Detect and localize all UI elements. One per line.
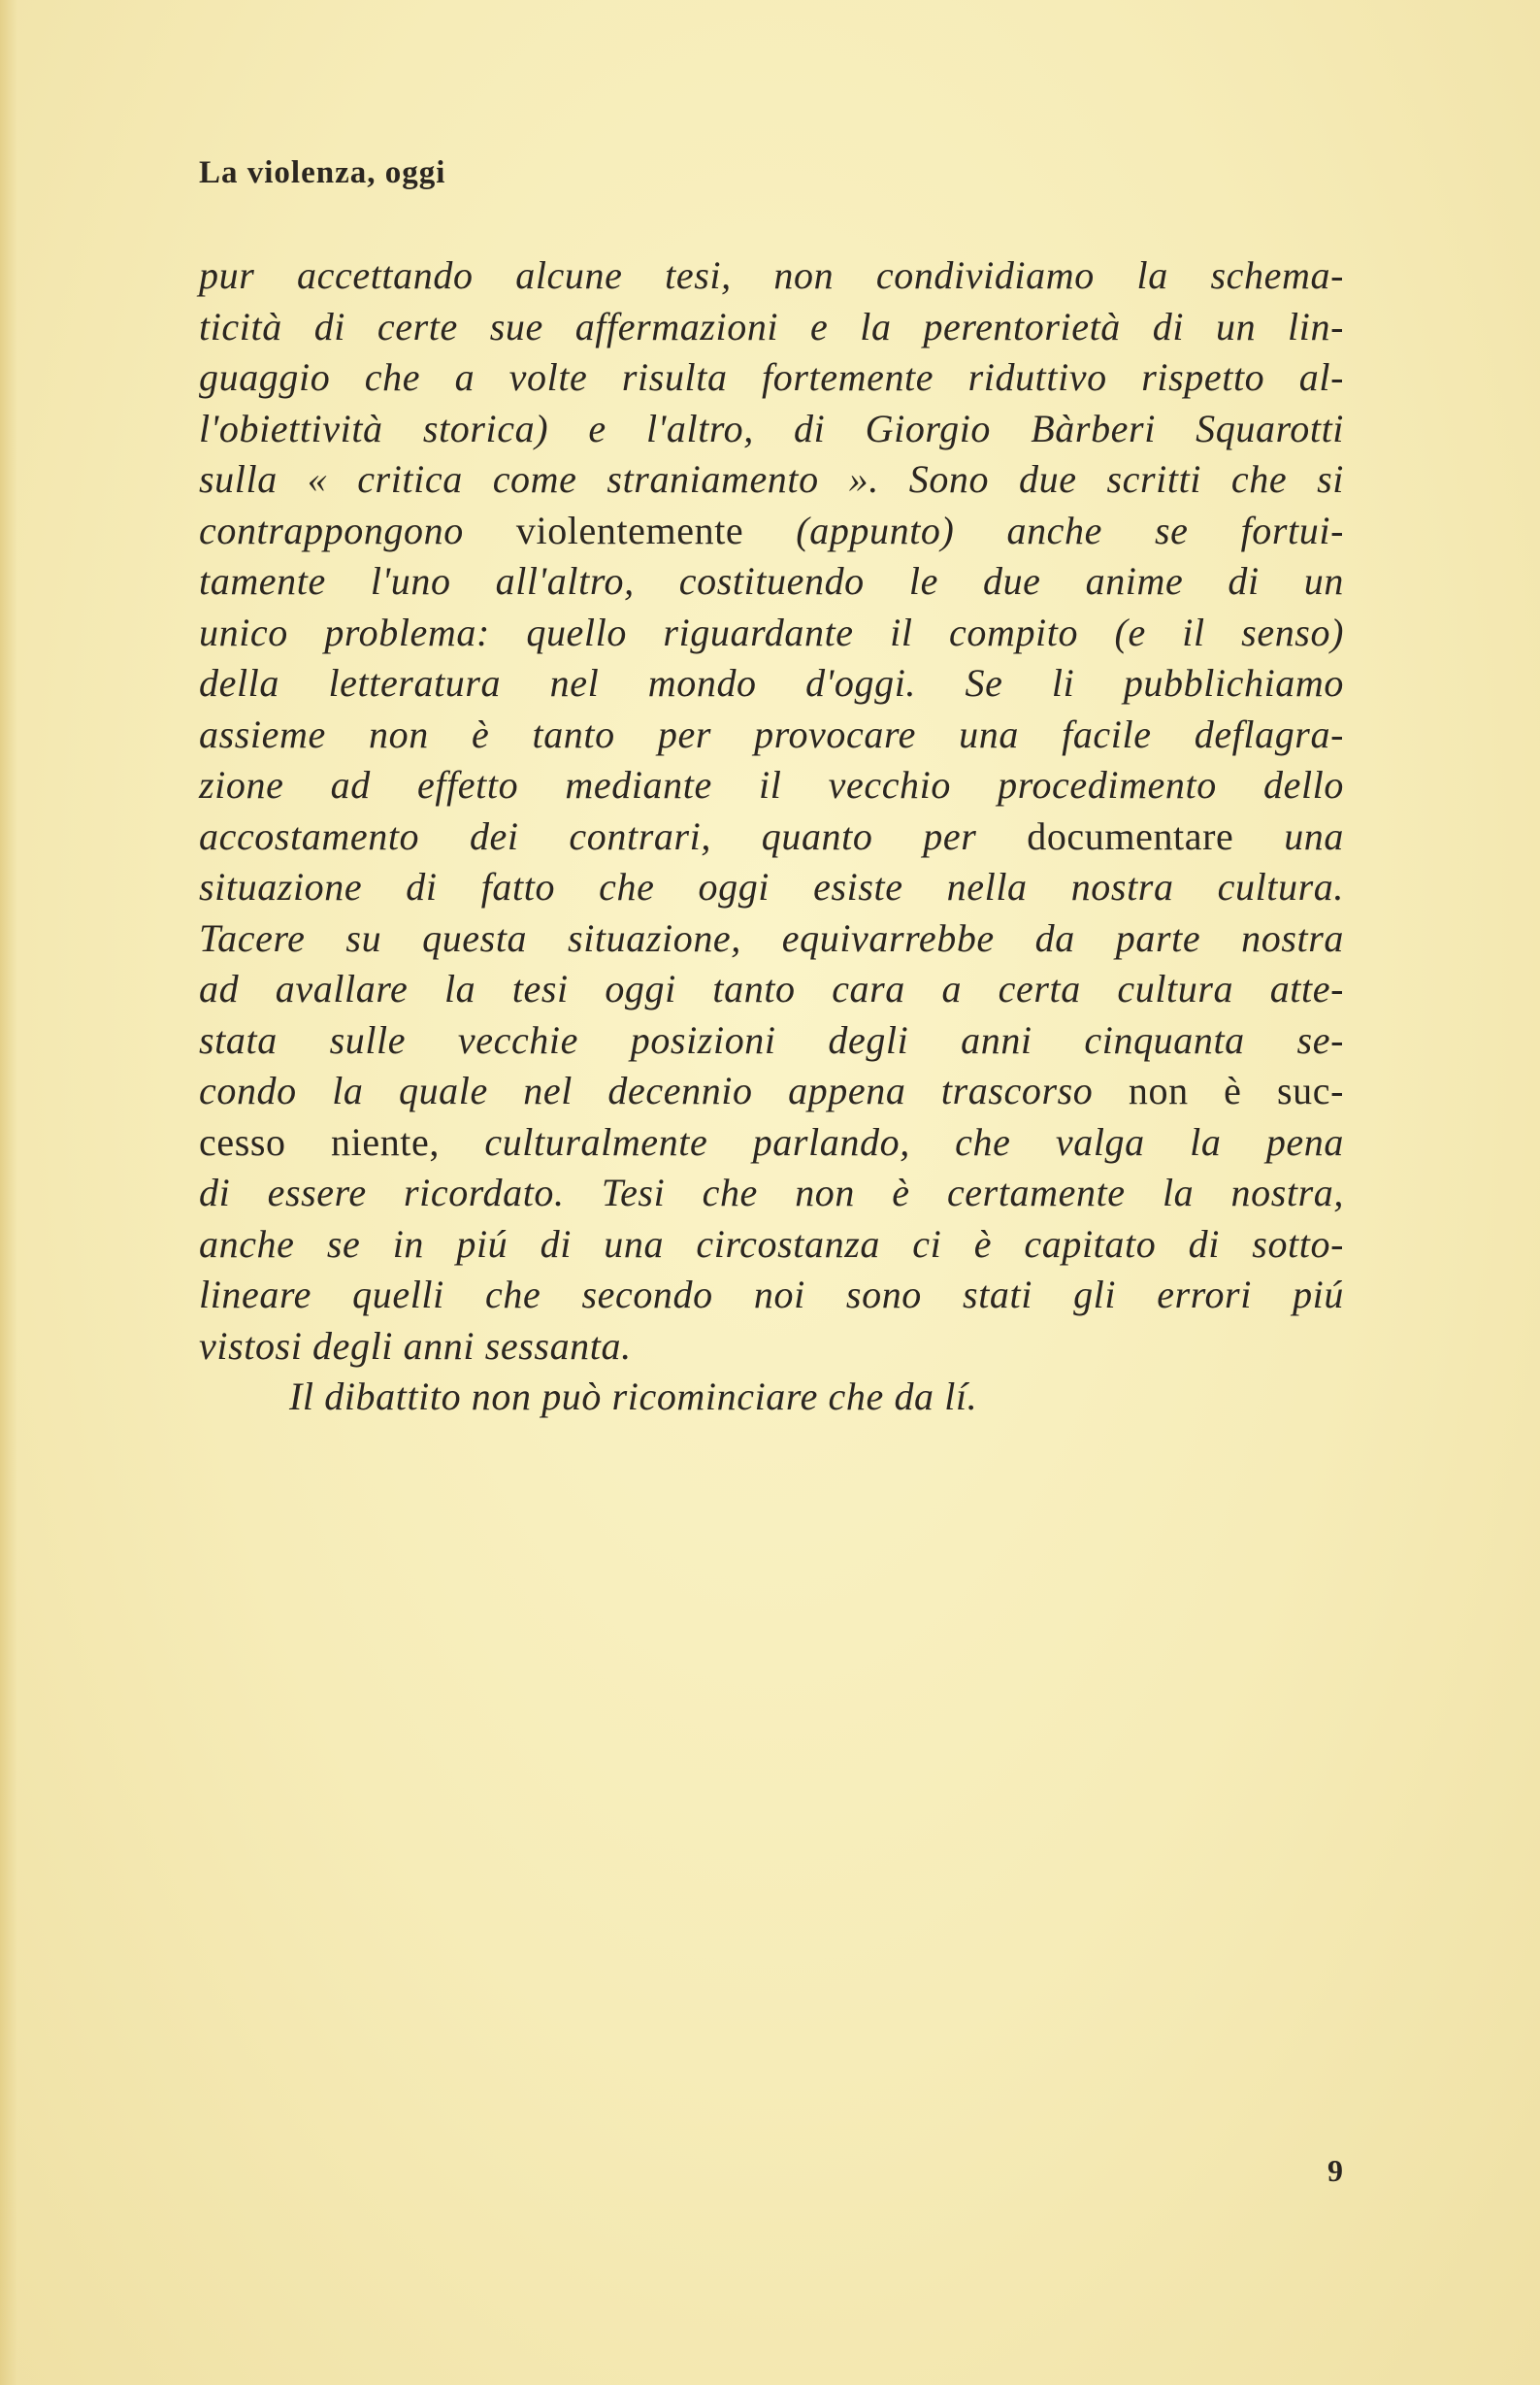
text-line	[199, 1270, 1344, 1321]
text-line	[199, 352, 1344, 404]
text-segment: accostamento dei contrari, quanto per	[199, 813, 1028, 858]
text-segment: sulla « critica come straniamento ». Sono due scritti che si	[199, 457, 1344, 501]
text-segment: ticità di certe sue affermazioni e la perentorietà di un lin-	[199, 304, 1344, 348]
page-edge-shadow	[0, 0, 17, 2385]
running-title: La violenza, oggi	[199, 155, 446, 190]
text-segment: tamente l'uno all'altro, costituendo le due anime di un	[199, 559, 1344, 603]
text-segment: Il dibattito non può ricominciare che da lí.	[289, 1375, 978, 1418]
text-line	[199, 506, 1344, 557]
text-line	[199, 658, 1344, 710]
text-segment: stata sulle vecchie posizioni degli anni cinquanta se-	[199, 1017, 1344, 1062]
text-line	[199, 1066, 1344, 1117]
text-segment: condo la quale nel decennio appena trascorso	[199, 1069, 1129, 1112]
text-segment: vistosi degli anni sessanta.	[199, 1323, 632, 1368]
text-line	[199, 812, 1344, 863]
text-segment: cesso niente,	[199, 1119, 440, 1164]
text-segment: situazione di fatto che oggi esiste nella nostra cultura.	[199, 865, 1344, 909]
text-line	[199, 1219, 1344, 1271]
text-segment: ad avallare la tesi oggi tanto cara a certa cultura atte-	[199, 967, 1344, 1010]
text-line	[199, 250, 1344, 302]
body-paragraphs	[199, 250, 1344, 1423]
text-segment: pur accettando alcune tesi, non condividiamo la schema-	[199, 253, 1344, 297]
text-segment: lineare quelli che secondo noi sono stati gli errori piú	[199, 1273, 1344, 1316]
text-line	[199, 608, 1344, 659]
text-line	[199, 1168, 1344, 1219]
text-line	[199, 302, 1344, 353]
text-segment: culturalmente parlando, che valga la pena	[439, 1119, 1344, 1164]
text-line	[199, 556, 1344, 608]
page-number: 9	[1327, 2153, 1343, 2188]
text-line	[199, 1015, 1344, 1067]
text-segment: della letteratura nel mondo d'oggi. Se li pubblichiamo	[199, 661, 1344, 705]
text-segment: guaggio che a volte risulta fortemente riduttivo rispetto al-	[199, 355, 1344, 399]
text-line	[199, 1117, 1344, 1169]
text-line	[199, 710, 1344, 761]
text-line	[199, 404, 1344, 455]
text-line	[199, 454, 1344, 506]
text-line	[199, 1372, 1344, 1423]
text-segment: Tacere su questa situazione, equivarrebbe da parte nostra	[199, 915, 1344, 960]
text-segment: documentare	[1027, 813, 1234, 858]
text-segment: zione ad effetto mediante il vecchio procedimento dello	[199, 763, 1344, 807]
text-segment: non è suc-	[1128, 1069, 1344, 1112]
text-segment: di essere ricordato. Tesi che non è certamente la nostra,	[199, 1171, 1344, 1214]
text-segment: anche se in piú di una circostanza ci è capitato di sotto-	[199, 1221, 1344, 1266]
text-line	[199, 760, 1344, 812]
text-line	[199, 862, 1344, 913]
text-segment: una	[1233, 813, 1345, 858]
text-segment: (appunto) anche se fortui-	[743, 508, 1344, 552]
text-segment: assieme non è tanto per provocare una facile deflagra-	[199, 712, 1344, 756]
text-line	[199, 913, 1344, 965]
text-segment: unico problema: quello riguardante il compito (e il senso)	[199, 610, 1344, 654]
text-segment: violentemente	[515, 508, 744, 552]
text-line	[199, 1321, 1344, 1373]
text-segment: contrappongono	[199, 508, 516, 552]
text-line	[199, 964, 1344, 1015]
text-segment: l'obiettività storica) e l'altro, di Giorgio Bàrberi Squarotti	[199, 406, 1344, 450]
